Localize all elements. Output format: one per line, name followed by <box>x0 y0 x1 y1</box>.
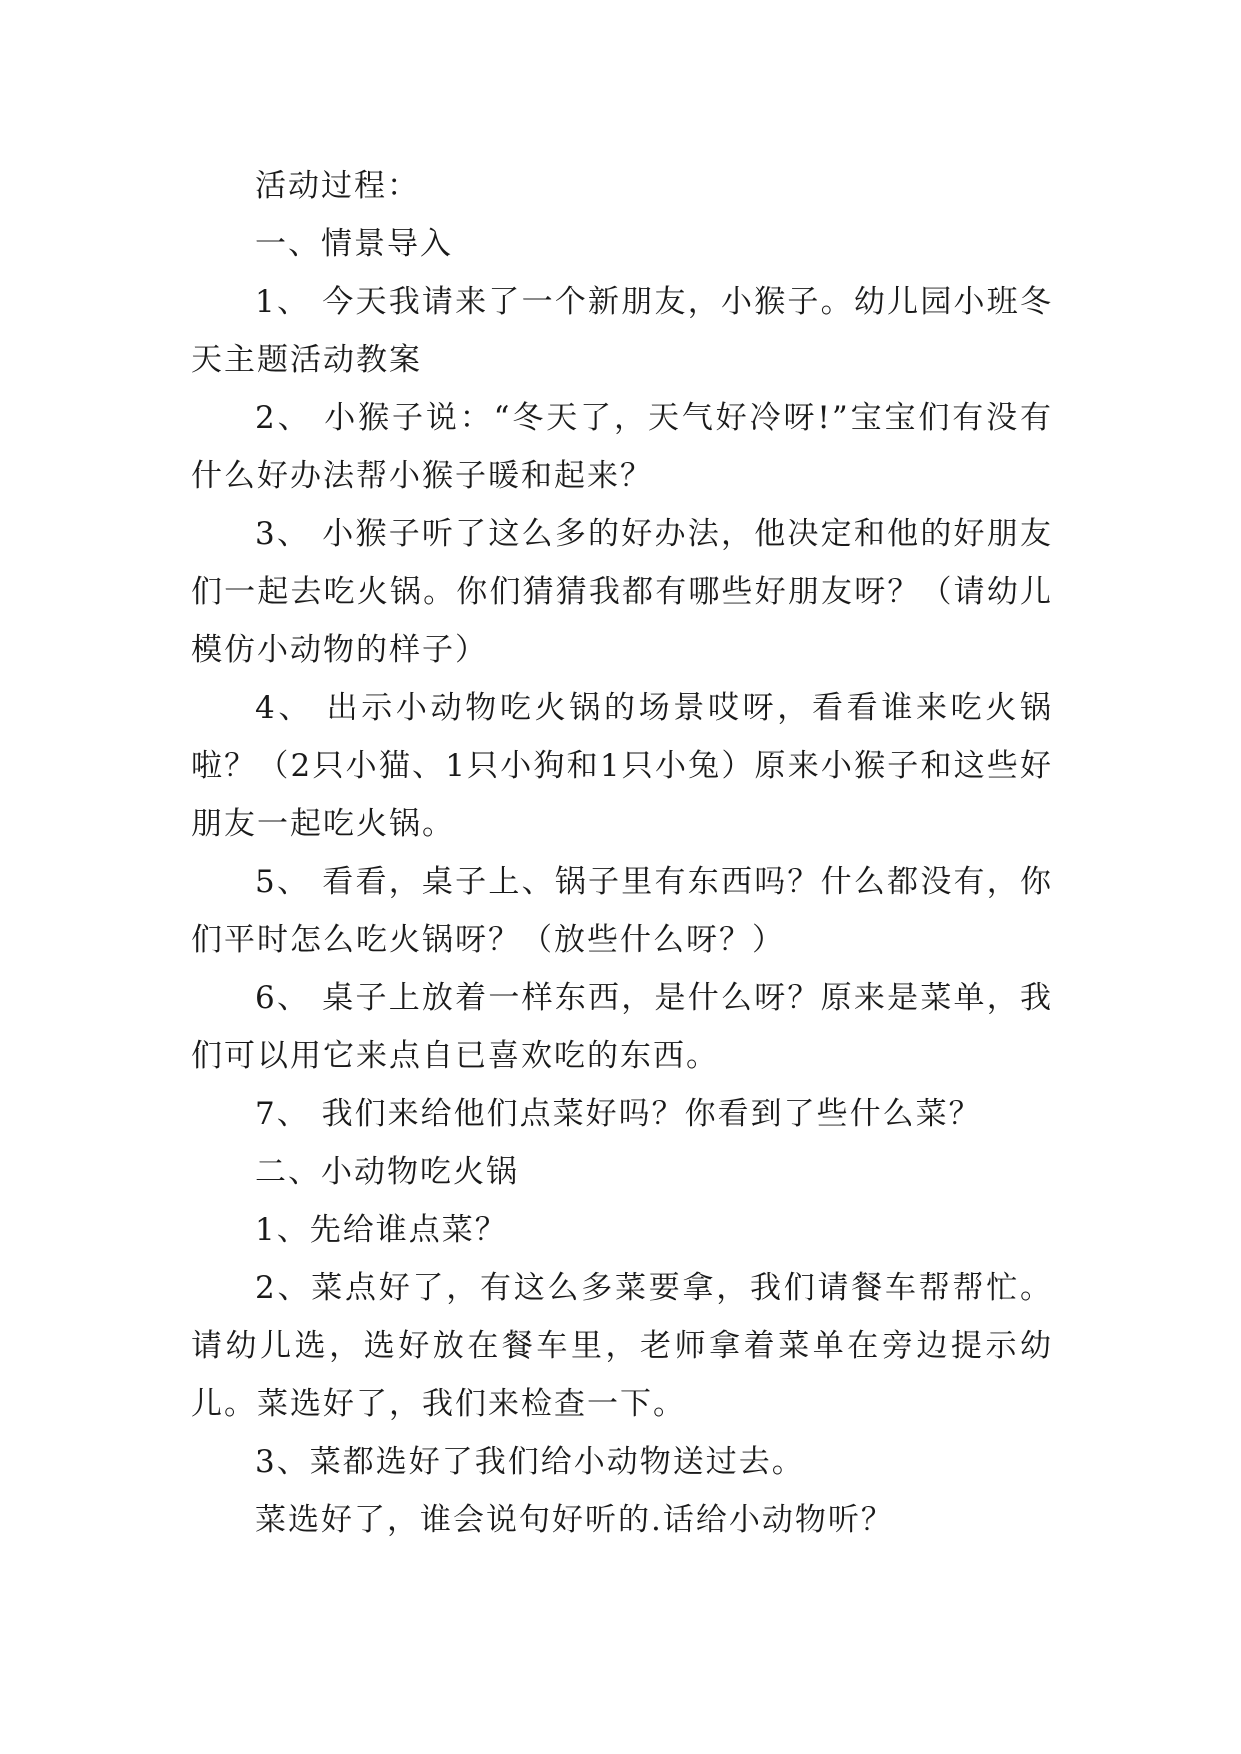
paragraph-step-6: 6、 桌子上放着一样东西，是什么呀？原来是菜单，我们可以用它来点自已喜欢吃的东西。 <box>191 980 1053 1074</box>
paragraph-step-7: 7、 我们来给他们点菜好吗？你看到了些什么菜？ <box>255 1096 982 1132</box>
paragraph-step-2: 2、 小猴子说：“冬天了，天气好冷呀!”宝宝们有没有什么好办法帮小猴子暖和起来？ <box>191 400 1053 494</box>
paragraph-hotpot-2: 2、菜点好了，有这么多菜要拿，我们请餐车帮帮忙。请幼儿选，选好放在餐车里，老师拿着菜单在旁边提示幼儿。菜选好了，我们来检查一下。 <box>191 1270 1053 1422</box>
paragraph-step-1: 1、 今天我请来了一个新朋友，小猴子。幼儿园小班冬天主题活动教案 <box>191 284 1053 378</box>
paragraph-step-5: 5、 看看，桌子上、锅子里有东西吗？什么都没有，你们平时怎么吃火锅呀？（放些什么呀？） <box>191 864 1053 958</box>
paragraph-hotpot-1: 1、先给谁点菜？ <box>255 1212 508 1248</box>
section-heading-intro: 一、情景导入 <box>255 226 453 262</box>
paragraph-hotpot-3: 3、菜都选好了我们给小动物送过去。 <box>255 1444 805 1480</box>
document-body <box>191 157 1053 1549</box>
paragraph-step-3: 3、 小猴子听了这么多的好办法，他决定和他的好朋友们一起去吃火锅。你们猜猜我都有哪些好朋友呀？（请幼儿模仿小动物的样子） <box>191 516 1053 668</box>
paragraph-step-4: 4、 出示小动物吃火锅的场景哎呀，看看谁来吃火锅啦？（2只小猫、1只小狗和1只小兔）原来小猴子和这些好朋友一起吃火锅。 <box>191 690 1053 842</box>
section-heading-activity-process: 活动过程： <box>255 168 420 204</box>
paragraph-closing: 菜选好了，谁会说句好听的.话给小动物听？ <box>255 1502 894 1538</box>
section-heading-hotpot: 二、小动物吃火锅 <box>255 1154 519 1190</box>
